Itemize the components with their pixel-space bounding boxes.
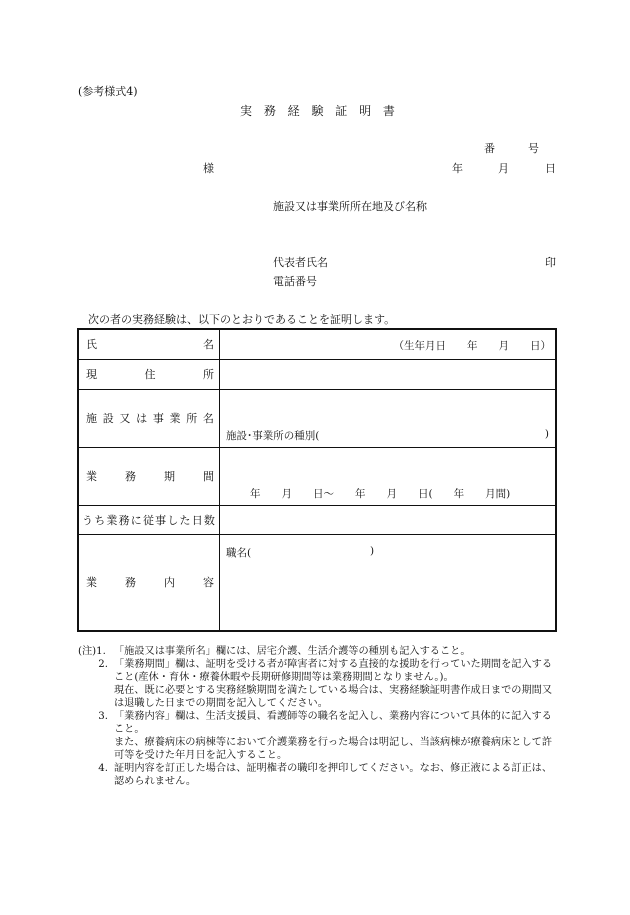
label-char: 事 [155, 513, 167, 527]
page-title: 実 務 経 験 証 明 書 [240, 104, 399, 118]
label-period [78, 447, 220, 505]
note-item [78, 710, 558, 736]
label-char: ち [94, 513, 106, 527]
address-field[interactable] [220, 359, 557, 389]
row-name [78, 329, 556, 359]
facility-field[interactable] [220, 389, 557, 447]
label-char: 名 [203, 338, 214, 352]
note-text: 証明内容を訂正した場合は、証明権者の職印を押印してください。なお、修正液による訂正は、認められません。 [114, 763, 553, 787]
row-duties [78, 534, 556, 631]
label-char: 所 [186, 412, 198, 425]
label-char: 期 [164, 470, 175, 483]
label-char: 施 [86, 412, 97, 425]
name-field[interactable] [220, 329, 557, 359]
facility-address-name-label: 施設又は事業所所在地及び名称 [273, 200, 427, 213]
label-char: 事 [152, 412, 164, 425]
label-days [78, 505, 220, 534]
label-char: 業 [169, 412, 181, 425]
facility-type-close: ) [544, 428, 549, 440]
label-char: 間 [203, 470, 214, 483]
intro-text: 次の者の実務経験は、以下のとおりであることを証明します。 [88, 313, 396, 326]
note-item [78, 736, 558, 762]
label-char: 設 [102, 412, 114, 425]
label-facility-name [78, 389, 220, 447]
label-char: 現 [86, 368, 97, 381]
label-char: 業 [106, 513, 118, 527]
label-char: 又 [119, 412, 131, 425]
seal-label: 印 [545, 256, 556, 269]
addressee-suffix: 様 [203, 162, 214, 175]
label-char: 日 [191, 513, 203, 527]
representative-name-label: 代表者氏名 [273, 256, 328, 269]
label-char: う [82, 513, 93, 527]
label-char: 務 [118, 513, 130, 527]
label-chars [79, 336, 219, 352]
days-field[interactable] [220, 505, 557, 534]
label-duties [78, 534, 220, 631]
row-days [78, 505, 556, 534]
row-period [78, 447, 556, 505]
form-reference: (参考様式4) [78, 85, 138, 98]
label-char: た [179, 513, 191, 527]
label-char: 内 [164, 576, 175, 590]
note-item [78, 658, 558, 684]
label-name [78, 329, 220, 359]
label-char: 容 [203, 576, 214, 590]
note-text: 「業務期間」欄は、証明を受ける者が障害者に対する直接的な援助を行っていた期間を記入すること(産休・育休・療養休暇や長期研修期間等は業務期間となりません。)。 [114, 659, 553, 683]
note-number: 2. [98, 659, 108, 670]
note-text: 「業務内容」欄は、生活支援員、看護師等の職名を記入し、業務内容について具体的に記入すること。 [114, 711, 552, 735]
date-month-label: 月 [498, 162, 509, 175]
phone-number-label: 電話番号 [273, 275, 317, 288]
label-char: 住 [144, 368, 156, 381]
label-char: 所 [203, 368, 214, 381]
note-item [78, 645, 558, 658]
row-facility [78, 389, 556, 447]
note-number: 3. [98, 711, 108, 722]
note-item [78, 762, 558, 788]
label-char: 務 [125, 576, 136, 590]
label-char: 従 [142, 513, 154, 527]
certificate-number-label: 番 号 [484, 142, 539, 155]
note-text: 現在、既に必要とする実務経験期間を満たしている場合は、実務経験証明書作成日までの期間又は退職した日までの期間を記入してください。 [114, 685, 553, 709]
duties-field[interactable] [220, 534, 557, 631]
note-item [78, 684, 558, 710]
label-char: 務 [125, 470, 136, 483]
label-char: 業 [86, 576, 97, 590]
label-char: に [130, 513, 142, 527]
label-char: 名 [202, 412, 214, 425]
note-text: また、療養病床の病棟等において介護業務を行った場合は明記し、当該病棟が療養病床として許可等を受けた年月日を記入すること。 [114, 737, 553, 761]
label-char: し [167, 513, 179, 527]
label-char: 氏 [86, 338, 97, 352]
certificate-table [77, 328, 557, 632]
date-day-label: 日 [545, 162, 556, 175]
date-year-label: 年 [452, 162, 463, 175]
row-address [78, 359, 556, 389]
facility-type-label: 施設･事業所の種別( [226, 430, 320, 442]
label-char: は [136, 412, 148, 425]
job-title-close: ) [370, 544, 375, 557]
label-char: 数 [203, 513, 215, 527]
label-char: 業 [86, 470, 97, 483]
note-text: 「施設又は事業所名」欄には、居宅介護、生活介護等の種別も記入すること。 [114, 646, 471, 657]
period-field[interactable] [220, 447, 557, 505]
period-text: 年 月 日～ 年 月 日( 年 月間) [250, 488, 511, 500]
note-number: (注)1. [78, 646, 106, 657]
notes [78, 645, 558, 788]
job-title-label: 職名( [226, 546, 252, 559]
label-address [78, 359, 220, 389]
note-number: 4. [98, 763, 108, 774]
birthdate-hint: （生年月日 年 月 日） [393, 340, 551, 353]
